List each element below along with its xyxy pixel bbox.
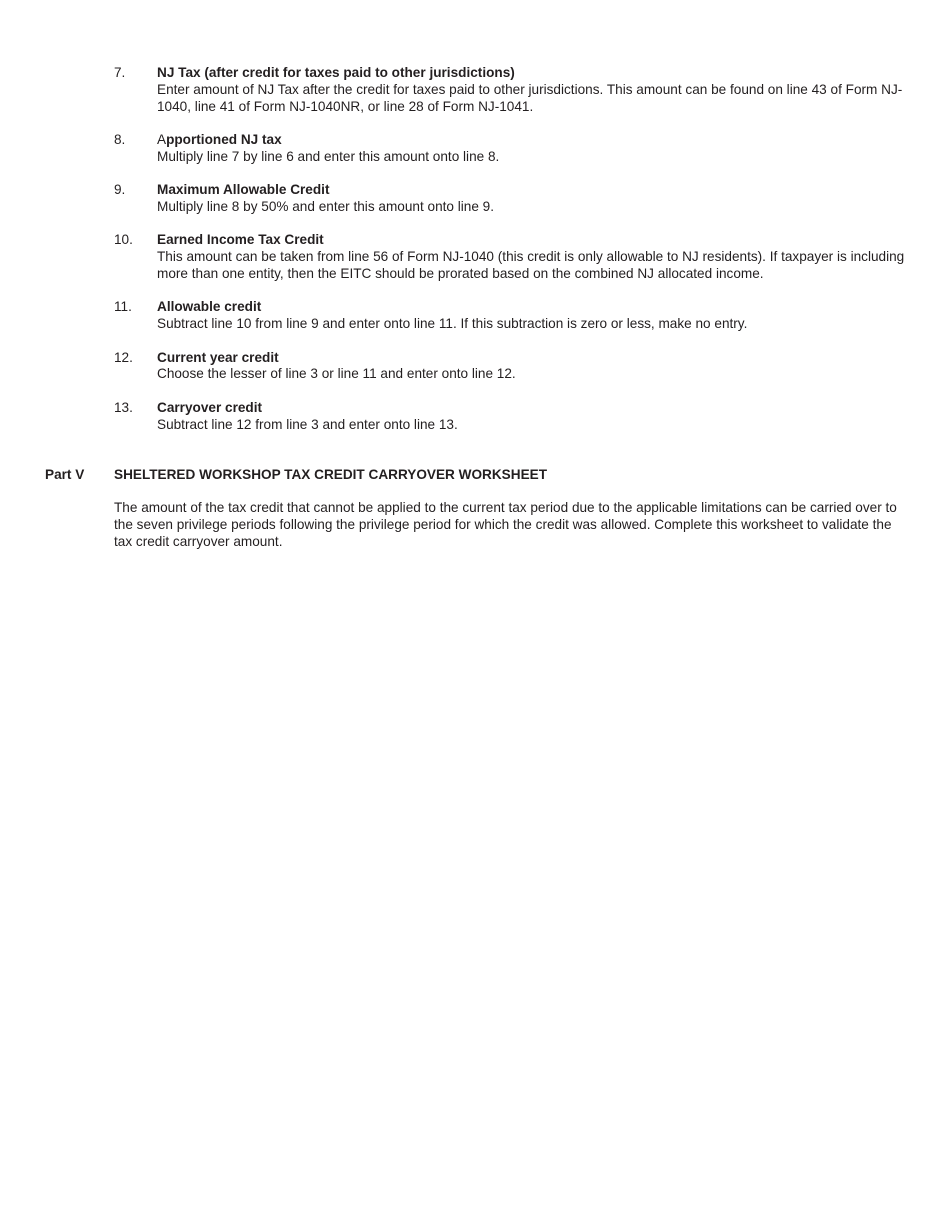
item-body: Choose the lesser of line 3 or line 11 and enter onto line 12. bbox=[157, 366, 516, 382]
item-title: NJ Tax (after credit for taxes paid to other jurisdictions) bbox=[157, 65, 515, 80]
part-label: Part V bbox=[45, 467, 85, 482]
item-title-rest: pportioned NJ tax bbox=[166, 131, 282, 147]
item-number: 7. bbox=[114, 65, 126, 80]
item-body: This amount can be taken from line 56 of Form NJ-1040 (this credit is only allowable to NJ residents). If taxpayer is including more than one entity, then the EITC should be prorated based on the combined NJ allocated income. bbox=[157, 249, 905, 281]
item-title: Maximum Allowable Credit bbox=[157, 182, 330, 198]
instruction-item-11 bbox=[114, 299, 914, 333]
item-body: Multiply line 7 by line 6 and enter this amount onto line 8. bbox=[157, 148, 500, 164]
instruction-item-9 bbox=[114, 182, 914, 216]
item-body: Subtract line 12 from line 3 and enter onto line 13. bbox=[157, 416, 458, 432]
item-number: 9. bbox=[114, 182, 126, 198]
part-title: SHELTERED WORKSHOP TAX CREDIT CARRYOVER WORKSHEET bbox=[114, 467, 548, 482]
instruction-item-13 bbox=[114, 400, 914, 434]
item-body: Enter amount of NJ Tax after the credit for taxes paid to other jurisdictions. This amount can be found on line 43 of Form NJ-1040, line 41 of Form NJ-1040NR, or line 28 of Form NJ-1041. bbox=[157, 81, 903, 114]
item-title: Current year credit bbox=[157, 349, 279, 365]
item-number: 13. bbox=[114, 399, 133, 415]
item-body: Multiply line 8 by 50% and enter this amount onto line 9. bbox=[157, 198, 495, 214]
item-title: Earned Income Tax Credit bbox=[157, 232, 324, 248]
item-number: 8. bbox=[114, 131, 126, 147]
item-title-prefix: A bbox=[157, 131, 167, 147]
instruction-item-10 bbox=[114, 232, 914, 282]
item-title: Allowable credit bbox=[157, 299, 262, 315]
instruction-item-8 bbox=[114, 132, 914, 166]
item-title bbox=[157, 132, 914, 149]
instruction-item-7 bbox=[114, 65, 914, 115]
item-number: 12. bbox=[114, 349, 133, 365]
instruction-item-12 bbox=[114, 350, 914, 384]
part-paragraph: The amount of the tax credit that cannot be applied to the current tax period due to the applicable limitations can be carried over to the seven privilege periods following the privilege period for which the credit was allowed. Complete this worksheet to validate the tax credit carryover amount. bbox=[114, 500, 897, 549]
instruction-list bbox=[114, 65, 914, 450]
item-title: Carryover credit bbox=[157, 399, 263, 415]
item-number: 10. bbox=[114, 232, 133, 248]
item-number: 11. bbox=[114, 299, 132, 315]
item-body: Subtract line 10 from line 9 and enter onto line 11. If this subtraction is zero or less, make no entry. bbox=[157, 316, 748, 332]
